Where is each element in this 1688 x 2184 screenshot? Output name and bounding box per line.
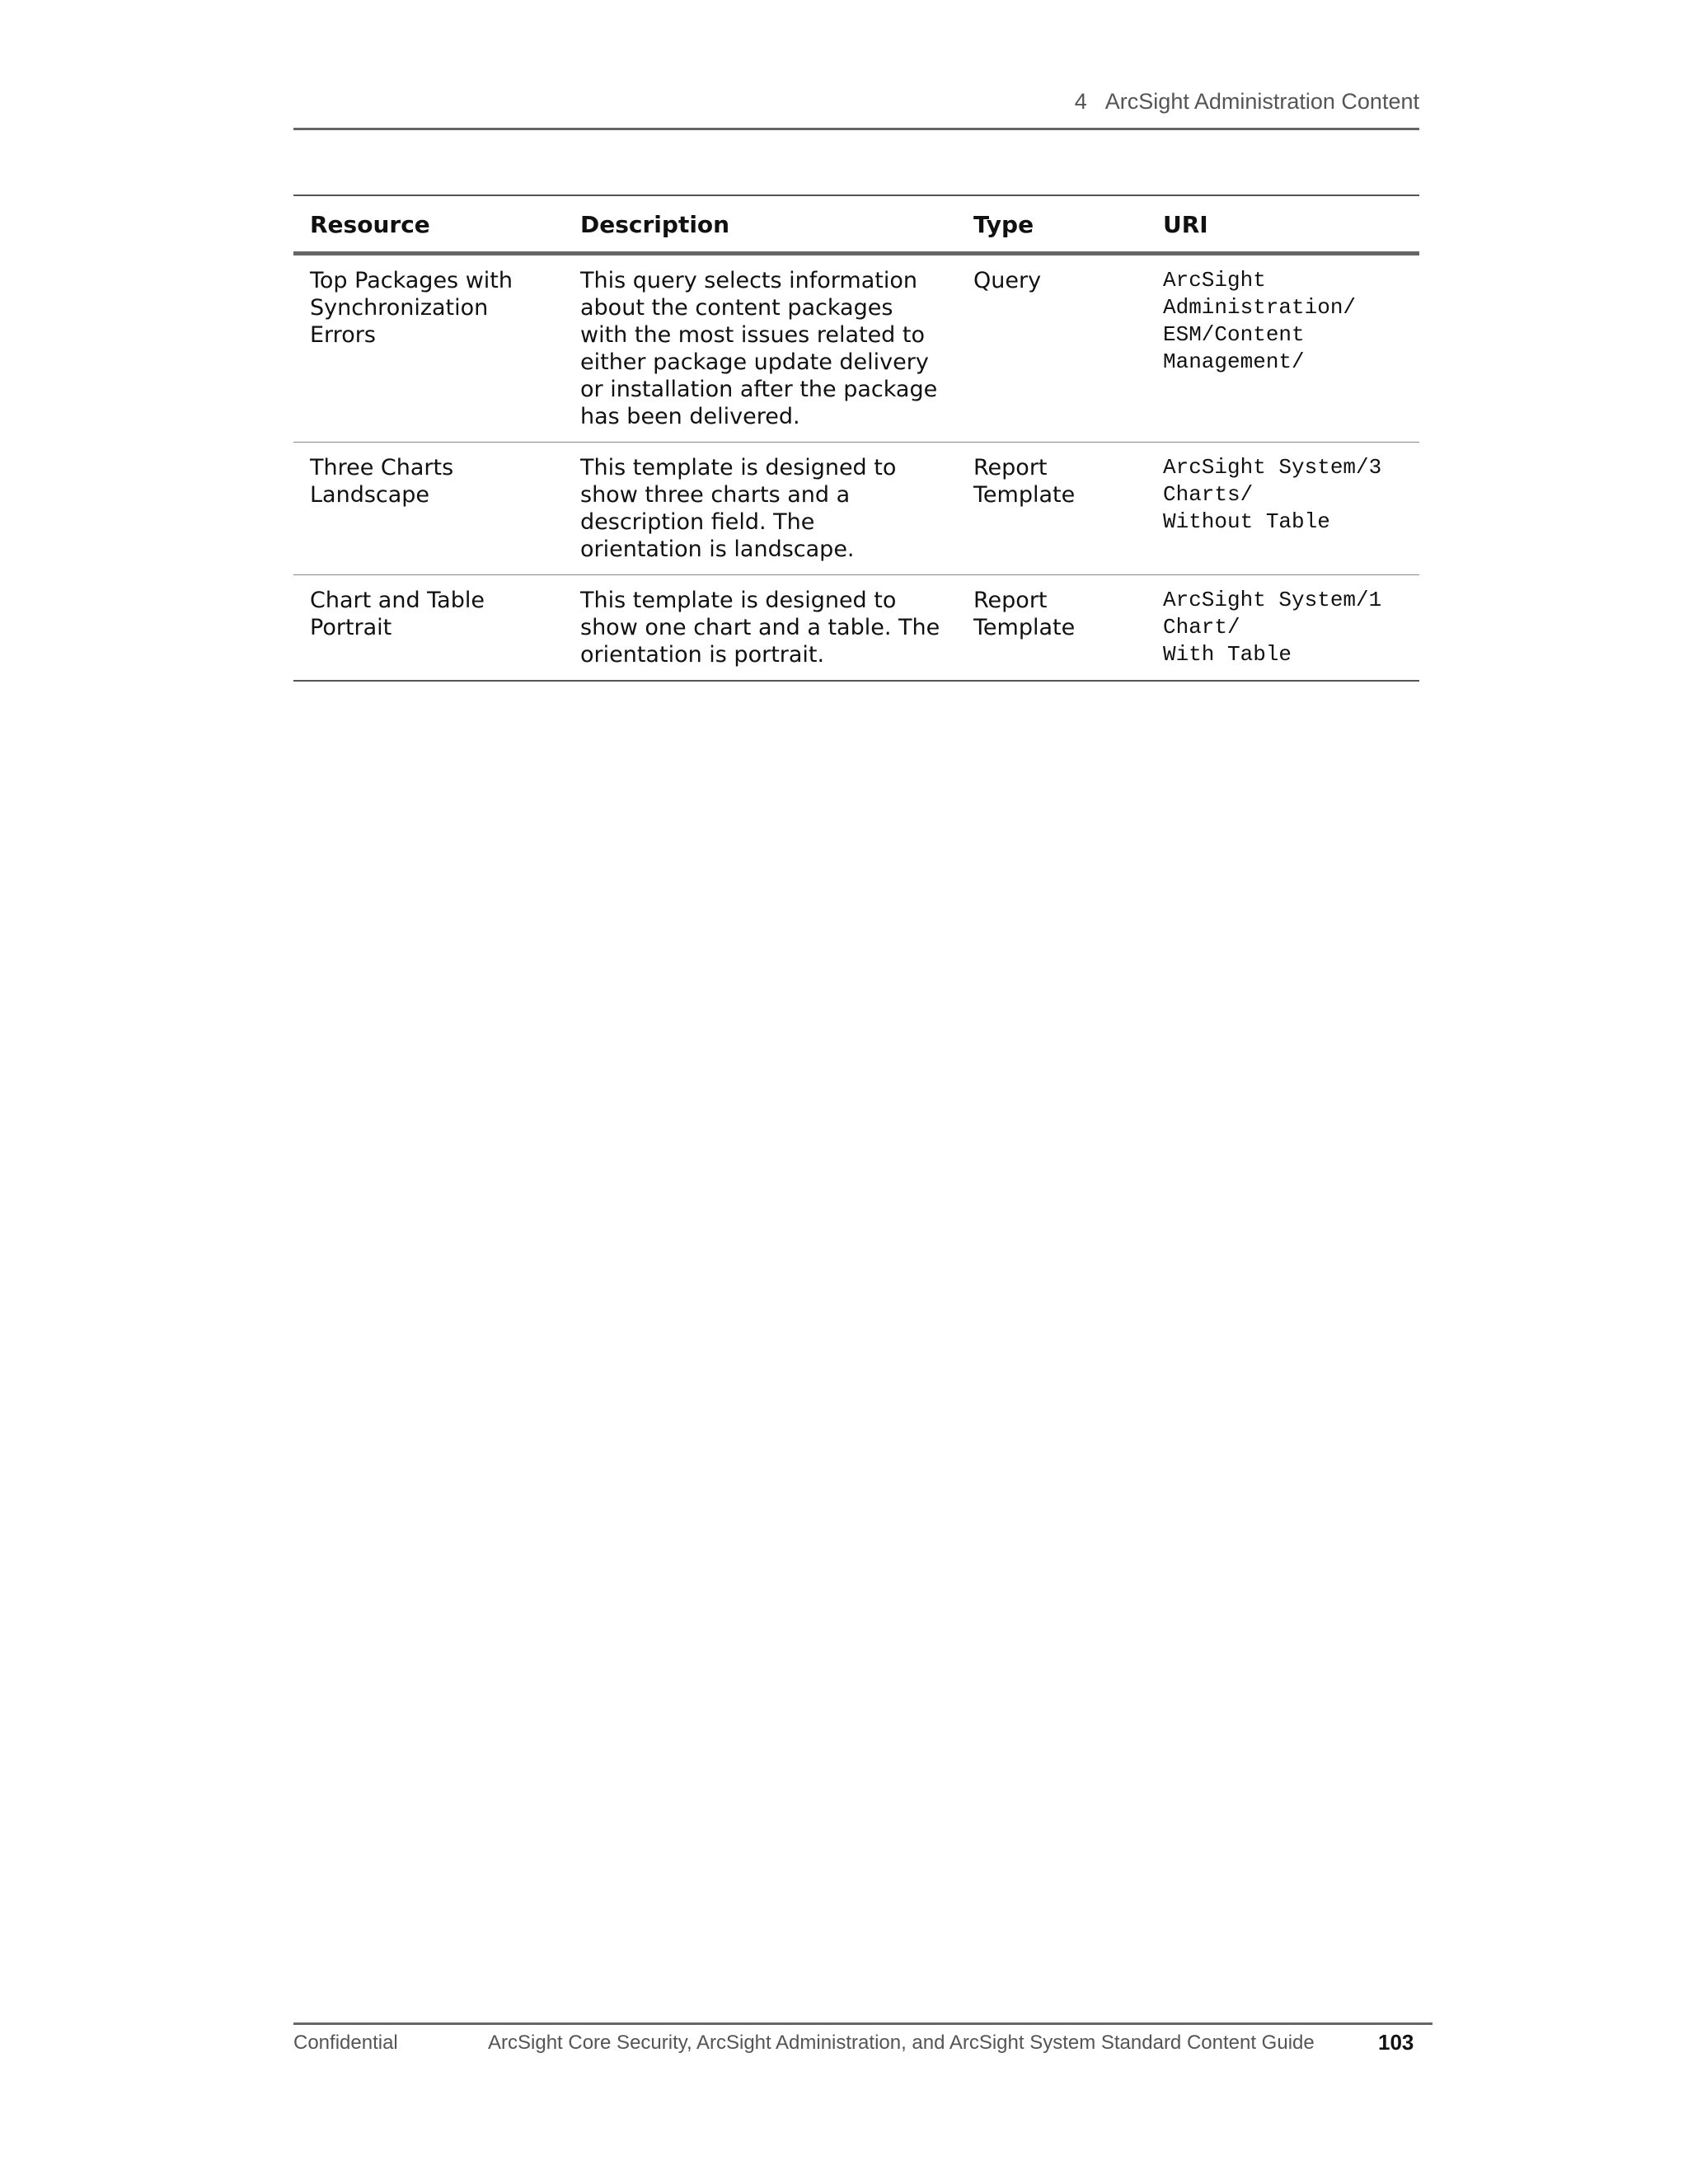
cell-description: This template is designed to show one chart and a table. The orientation is portrait.	[580, 588, 940, 668]
cell-uri: ArcSight Administration/ ESM/Content Management/	[1146, 254, 1419, 443]
table-row	[293, 254, 1419, 443]
cell-type: Report Template	[973, 588, 1076, 640]
column-header-uri: URI	[1146, 195, 1419, 254]
cell-resource: Chart and Table Portrait	[310, 588, 485, 640]
guide-title: ArcSight Core Security, ArcSight Administration, and ArcSight System Standard Content Guide	[488, 2032, 1315, 2054]
table-header-row	[293, 195, 1419, 254]
cell-resource: Three Charts Landscape	[293, 443, 564, 575]
column-header-resource: Resource	[293, 195, 564, 254]
cell-type: Report Template	[957, 443, 1146, 575]
cell-type: Query	[957, 254, 1146, 443]
page-number: 103	[1378, 2030, 1414, 2055]
chapter-number: 4	[1074, 89, 1087, 114]
cell-description: This template is designed to show three charts and a description field. The orientation is landscape.	[564, 443, 957, 575]
table-row	[293, 443, 1419, 575]
column-header-description: Description	[564, 195, 957, 254]
column-header-type: Type	[957, 195, 1146, 254]
chapter-title: ArcSight Administration Content	[1104, 89, 1419, 114]
confidential-label: Confidential	[293, 2032, 398, 2054]
cell-description: This query selects information about the content packages with the most issues related to either package update delivery or installation after the package has been delivered.	[564, 254, 957, 443]
table-row	[293, 575, 1419, 682]
page-footer	[293, 2022, 1432, 2055]
cell-resource: Top Packages with Synchronization Errors	[293, 254, 564, 443]
page-header	[293, 89, 1419, 130]
cell-uri: ArcSight System/3 Charts/ Without Table	[1146, 443, 1419, 575]
resource-table	[293, 194, 1419, 682]
cell-uri: ArcSight System/1 Chart/ With Table	[1163, 588, 1382, 667]
